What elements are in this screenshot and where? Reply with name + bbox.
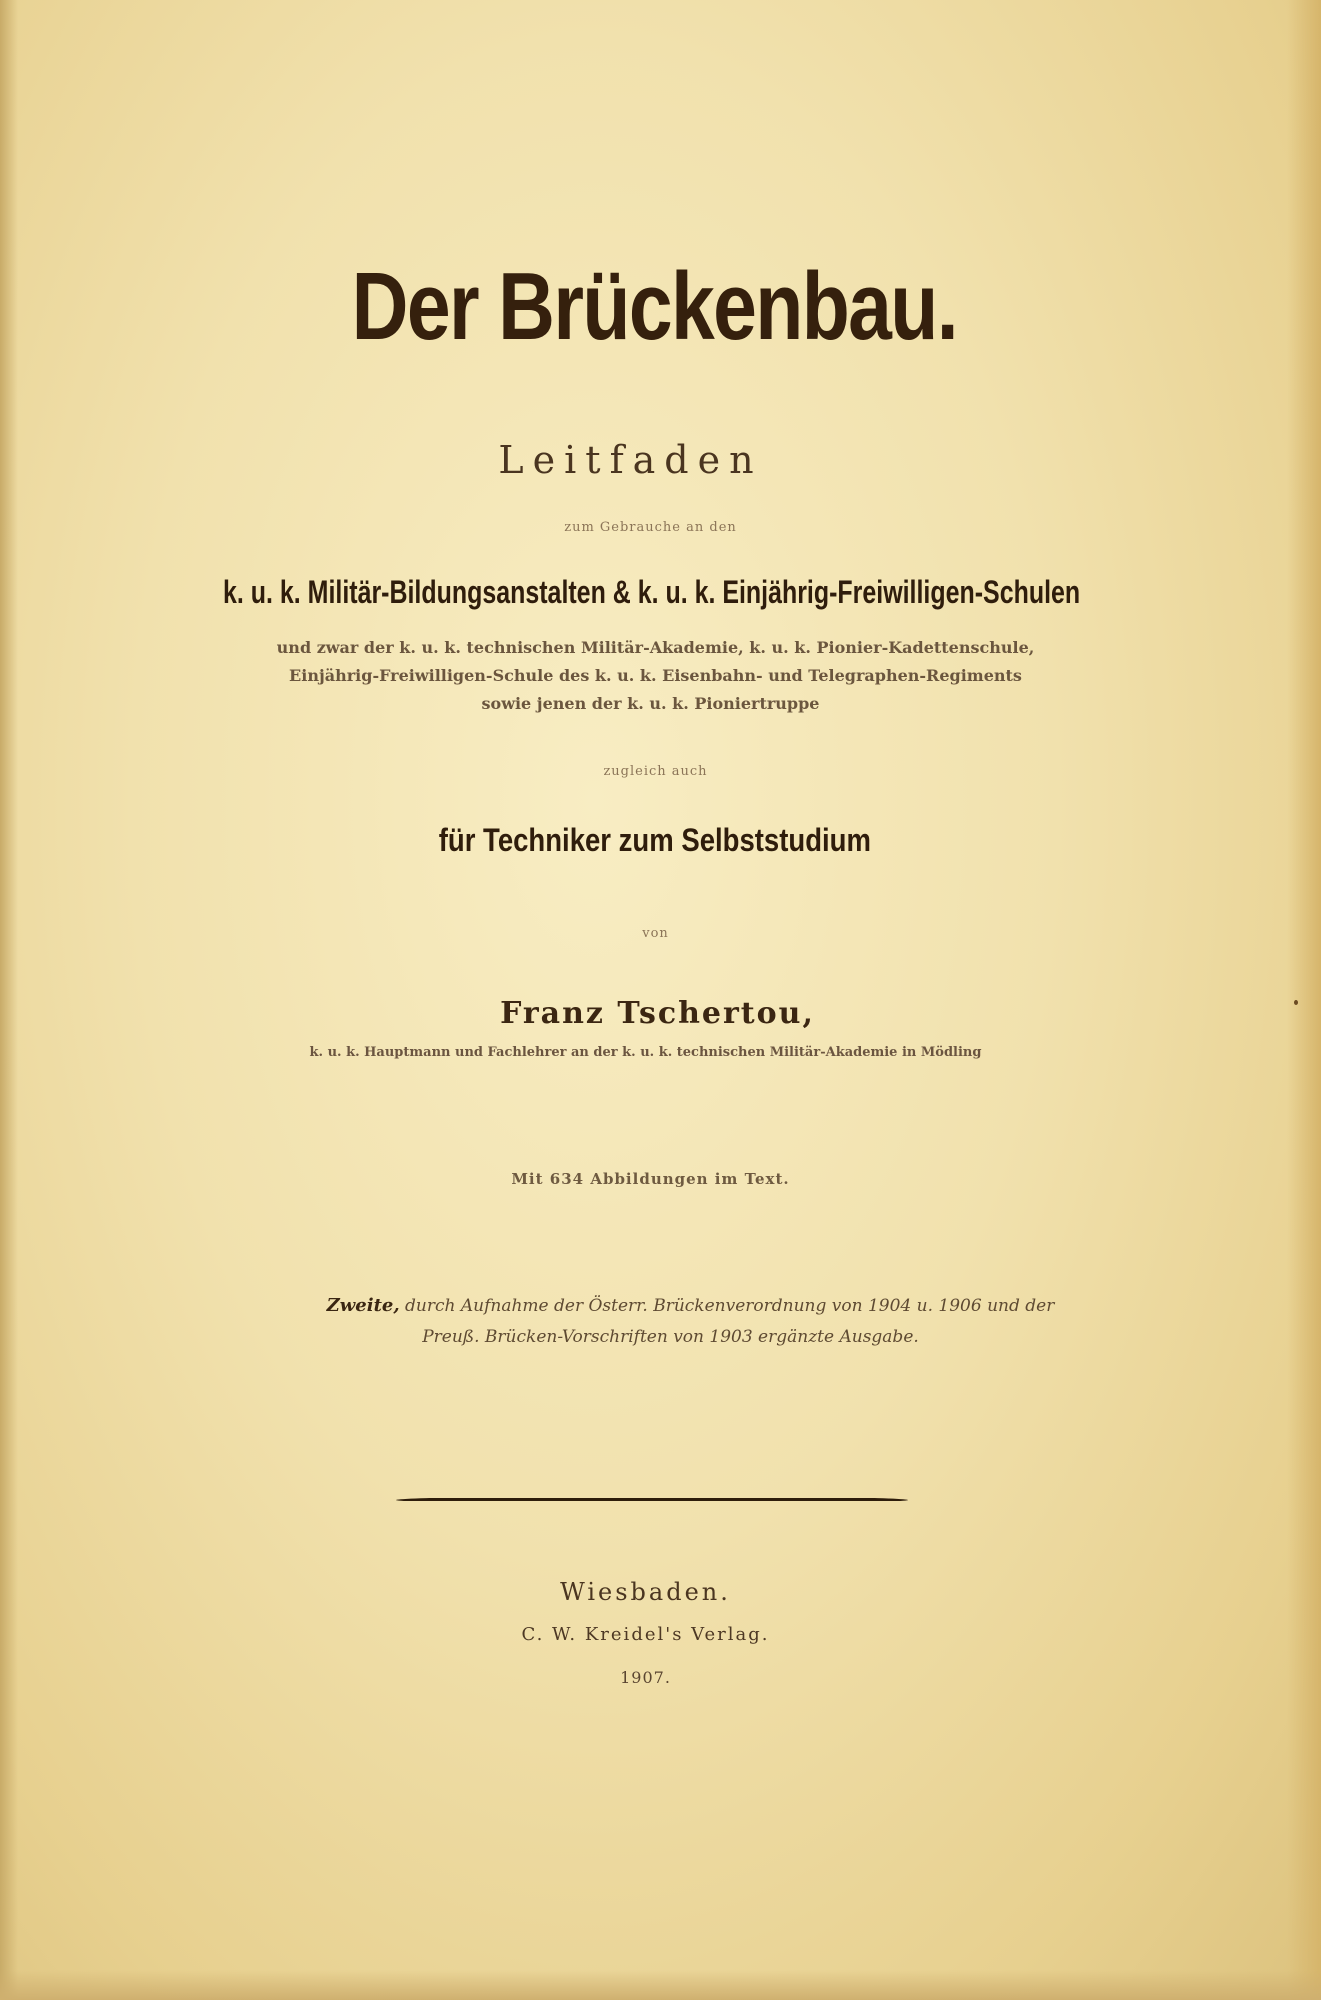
edition-note (0, 1290, 1321, 1353)
also-small-text: zugleich auch (603, 764, 708, 779)
self-study-heading: für Techniker zum Selbststudium (438, 822, 871, 858)
book-subtitle: Leitfaden (498, 438, 763, 482)
description-line-1: und zwar der k. u. k. technischen Militär-Akademie, k. u. k. Pionier-Kadettenschule, (276, 638, 1035, 657)
author-title: k. u. k. Hauptmann und Fachlehrer an der k. u. k. technischen Militär-Akademie in Mödling (309, 1045, 982, 1060)
by-small-text: von (642, 926, 669, 941)
edition-line-2: Preuß. Brücken-Vorschriften von 1903 ergänzte Ausgabe. (422, 1327, 919, 1347)
page-edge-bottom (0, 1970, 1321, 2000)
paper-speck (1294, 1000, 1298, 1005)
edition-lead: Zweite, (326, 1295, 400, 1316)
institutions-heading: k. u. k. Militär-Bildungsanstalten & k. u. k. Einjährig-Freiwilligen-Schulen (223, 574, 1081, 610)
imprint-place: Wiesbaden. (560, 1578, 731, 1606)
edition-text-1: durch Aufnahme der Österr. Brückenverordnung von 1904 u. 1906 und der (405, 1296, 1055, 1316)
figures-note: Mit 634 Abbildungen im Text. (511, 1170, 790, 1188)
book-title: Der Brückenbau. (351, 253, 957, 360)
author-name: Franz Tschertou, (500, 996, 815, 1031)
description-line-3: sowie jenen der k. u. k. Pioniertruppe (481, 694, 820, 713)
imprint-publisher: C. W. Kreidel's Verlag. (521, 1624, 770, 1645)
intro-small-text: zum Gebrauche an den (564, 520, 737, 535)
horizontal-rule (396, 1496, 908, 1504)
imprint-year: 1907. (620, 1668, 671, 1687)
edition-line-1 (0, 1290, 1321, 1322)
description-line-2: Einjährig-Freiwilligen-Schule des k. u. k. Eisenbahn- und Telegraphen-Regiments (289, 666, 1022, 685)
